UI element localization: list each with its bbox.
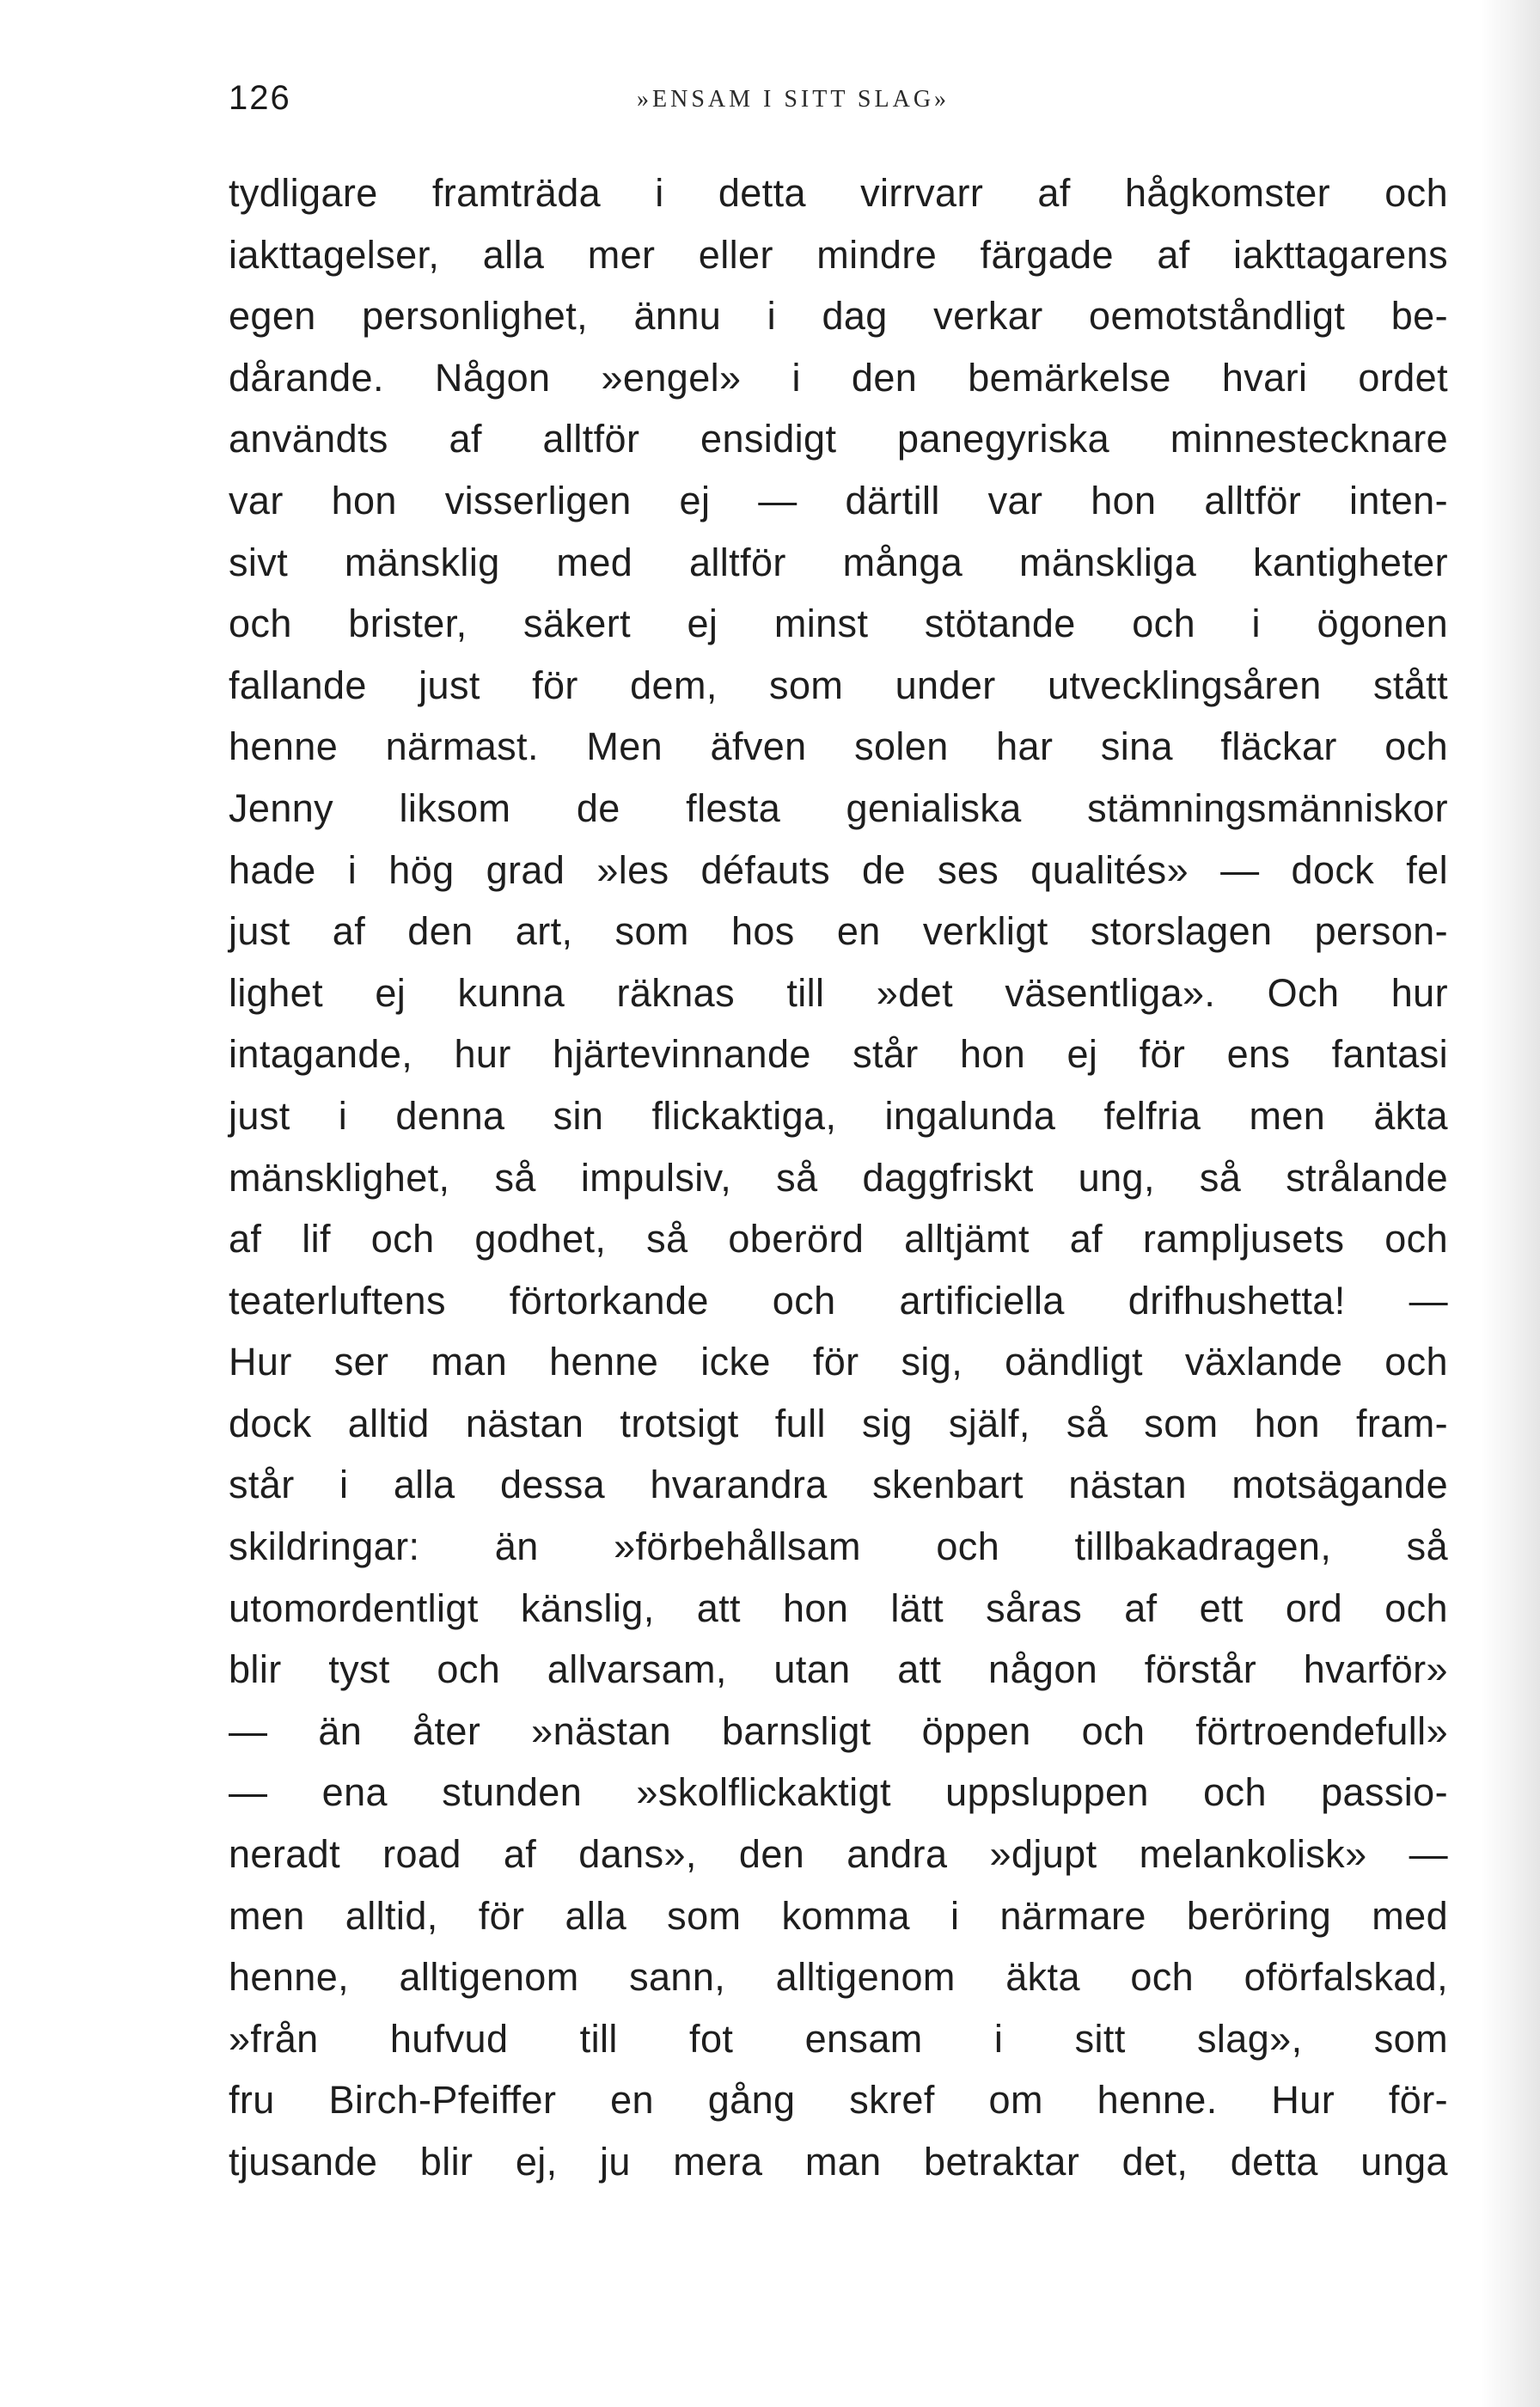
text-line: utomordentligt känslig, att hon lätt såras af ett ord och bbox=[229, 1585, 1448, 1630]
text-line: dock alltid nästan trotsigt full sig själf, så som hon fram- bbox=[229, 1401, 1448, 1445]
text-line: fallande just för dem, som under utvecklingsåren stått bbox=[229, 663, 1448, 707]
text-line: fru Birch-Pfeiffer en gång skref om henne. Hur för- bbox=[229, 2078, 1448, 2123]
text-line: henne närmast. Men äfven solen har sina fläckar och bbox=[229, 724, 1448, 769]
text-line: af lif och godhet, så oberörd alltjämt af rampljusets och bbox=[229, 1217, 1448, 1262]
running-head bbox=[229, 79, 1448, 131]
text-line: var hon visserligen ej — därtill var hon alltför inten- bbox=[229, 478, 1448, 522]
text-line: neradt road af dans», den andra »djupt melankolisk» — bbox=[229, 1832, 1448, 1877]
text-line: henne, alltigenom sann, alltigenom äkta och oförfalskad, bbox=[229, 1955, 1448, 2000]
text-line: men alltid, för alla som komma i närmare beröring med bbox=[229, 1893, 1448, 1938]
text-line: — än åter »nästan barnsligt öppen och förtroendefull» bbox=[229, 1708, 1448, 1753]
text-line: sivt mänsklig med alltför många mänskliga kantigheter bbox=[229, 540, 1448, 584]
text-line: tjusande blir ej, ju mera man betraktar det, detta unga bbox=[229, 2140, 1448, 2184]
text-line: — ena stunden »skolflickaktigt uppsluppen och passio- bbox=[229, 1770, 1448, 1815]
text-line: iakttagelser, alla mer eller mindre färgade af iakttagarens bbox=[229, 232, 1448, 277]
text-line: och brister, säkert ej minst stötande och i ögonen bbox=[229, 602, 1448, 646]
text-line: dårande. Någon »engel» i den bemärkelse hvari ordet bbox=[229, 355, 1448, 400]
text-line: skildringar: än »förbehållsam och tillbakadragen, så bbox=[229, 1524, 1448, 1569]
text-line: just i denna sin flickaktiga, ingalunda felfria men äkta bbox=[229, 1093, 1448, 1138]
text-line: Hur ser man henne icke för sig, oändligt växlande och bbox=[229, 1340, 1448, 1384]
text-line: intagande, hur hjärtevinnande står hon ej för ens fantasi bbox=[229, 1032, 1448, 1077]
text-line: användts af alltför ensidigt panegyriska minnestecknare bbox=[229, 417, 1448, 461]
text-line: lighet ej kunna räknas till »det väsentliga». Och hur bbox=[229, 970, 1448, 1015]
text-line: egen personlighet, ännu i dag verkar oemotståndligt be- bbox=[229, 294, 1448, 339]
body-text bbox=[229, 162, 1448, 2193]
text-line: teaterluftens förtorkande och artificiella drifhushetta! — bbox=[229, 1278, 1448, 1323]
text-line: hade i hög grad »les défauts de ses qualités» — dock fel bbox=[229, 847, 1448, 892]
text-line: blir tyst och allvarsam, utan att någon förstår hvarför» bbox=[229, 1647, 1448, 1692]
page-edge-shadow bbox=[1480, 0, 1540, 2407]
running-title: »ENSAM I SITT SLAG» bbox=[637, 86, 950, 113]
text-line: mänsklighet, så impulsiv, så daggfriskt ung, så strålande bbox=[229, 1155, 1448, 1200]
text-line: Jenny liksom de flesta genialiska stämningsmänniskor bbox=[229, 785, 1448, 830]
text-line: just af den art, som hos en verkligt storslagen person- bbox=[229, 909, 1448, 954]
text-line: tydligare framträda i detta virrvarr af hågkomster och bbox=[229, 171, 1448, 215]
text-line: står i alla dessa hvarandra skenbart nästan motsägande bbox=[229, 1463, 1448, 1507]
text-line: »från hufvud till fot ensam i sitt slag», som bbox=[229, 2016, 1448, 2061]
page-number: 126 bbox=[229, 79, 291, 117]
